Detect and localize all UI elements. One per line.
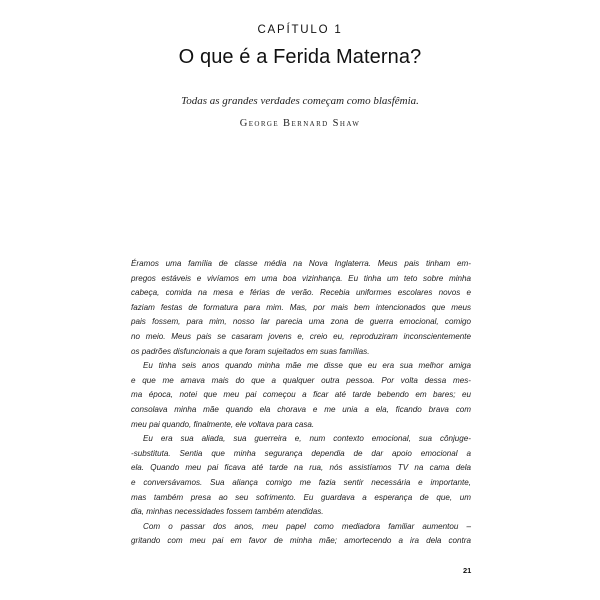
body-line: mas também presa ao seu sofrimento. Eu guardava a esperança de que, um [131,492,471,502]
epigraph-author: George Bernard Shaw [239,118,361,129]
chapter-label: CAPÍTULO 1 [257,24,343,36]
body-line: meu pai quando, finalmente, ele voltava para casa. [131,419,315,429]
body-line: os padrões disfuncionais a que foram sujeitados em suas famílias. [131,346,370,356]
body-line: -substituta. Sentia que minha segurança dependia de dar apoio emocional a [131,448,471,458]
body-line: Eu era sua aliada, sua guerreira e, num contexto emocional, sua cônjuge- [143,434,471,444]
body-line: faziam festas de formatura para mim. Mas, por mais bem intencionados que meus [131,302,471,312]
body-line: ela. Quando meu pai ficava até tarde na rua, nós assistíamos TV na cama dela [131,463,471,473]
body-line: gritando com meu pai em favor de minha mãe; amortecendo a ira dela contra [131,536,471,546]
body-line: cabeça, comida na mesa e férias de verão. Recebia uniformes escolares novos e [131,288,471,298]
body-line: ma época, notei que meu pai começou a ficar até tarde bebendo em bares; eu [131,390,471,400]
body-line: pais fossem, para mim, nosso lar parecia uma zona de guerra emocional, comigo [131,317,471,327]
epigraph-quote: Todas as grandes verdades começam como blasfêmia. [181,95,419,107]
body-line: Com o passar dos anos, meu papel como mediadora familiar aumentou – [143,521,471,531]
page-number: 21 [463,566,472,575]
body-text [131,257,471,549]
body-line: Éramos uma família de classe média na Nova Inglaterra. Meus pais tinham em- [131,259,471,268]
body-line: pregos estáveis e vivíamos em uma boa vizinhança. Eu tinha um teto sobre minha [131,273,471,283]
chapter-title: O que é a Ferida Materna? [178,46,422,68]
body-line: e que me amava mais do que a qualquer outra pessoa. Por volta dessa mes- [131,375,471,385]
body-line: Eu tinha seis anos quando minha mãe me disse que eu era sua melhor amiga [143,361,471,371]
body-line: no meio. Meus pais se casaram jovens e, creio eu, reproduziram inconscientemente [131,331,471,341]
body-line: e conversávamos. Sua aliança comigo me fazia sentir necessária e importante, [131,477,471,487]
body-line: dia, minhas necessidades fossem também atendidas. [131,507,324,517]
body-line: consolava minha mãe quando ela chorava e me unia a ela, ficando brava com [131,404,471,414]
